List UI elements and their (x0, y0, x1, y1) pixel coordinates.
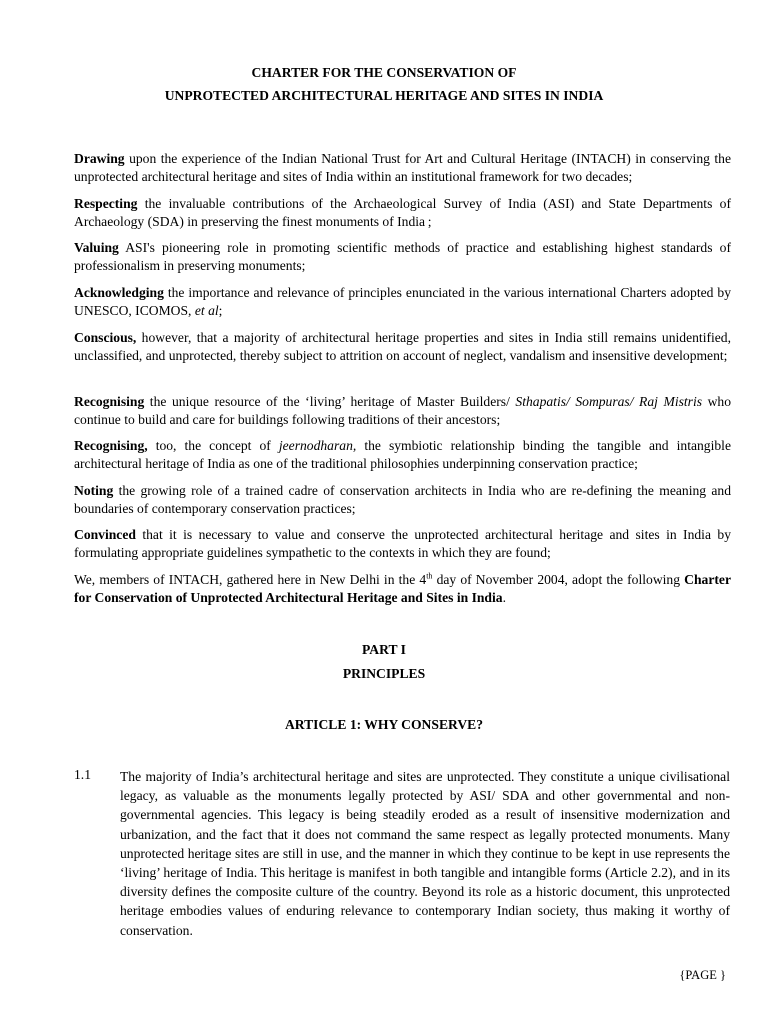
preamble-paragraph: Noting the growing role of a trained cadre of conservation architects in India who are re-defining the meaning and boundaries of contemporary conservation practices; (74, 483, 731, 516)
clause-number: 1.1 (74, 767, 91, 782)
clause-text: The majority of India’s architectural heritage and sites are unprotected. They constitute a unique civilisational legacy, as valuable as the monuments legally protected by ASI/ SDA and other governmental and non-governmental agencies. This legacy is being steadily eroded as a result of insensitive modernization and urbanization, and the fact that it does not command the same respect as legally protected monuments. Many unprotected heritage sites are still in use, and the manner in which they continue to be kept in use represents the ‘living’ heritage of India. This heritage is manifest in both tangible and intangible forms (Article 2.2), and in its diversity defines the composite culture of the country. Beyond its role as a historic document, this unprotected heritage embodies values of enduring relevance to contemporary Indian society, thus making it worthy of conservation. (120, 769, 730, 938)
preamble-paragraph: Recognising the unique resource of the ‘living’ heritage of Master Builders/ Sthapatis/ Sompuras/ Raj Mistris who continue to build and care for buildings following traditions of their ancestors; (74, 394, 731, 427)
part-heading: PART I (362, 642, 406, 657)
preamble-paragraph: Acknowledging the importance and relevance of principles enunciated in the various international Charters adopted by UNESCO, ICOMOS, et al; (74, 285, 731, 318)
document-title-line2: UNPROTECTED ARCHITECTURAL HERITAGE AND SITES IN INDIA (164, 88, 604, 103)
document-title-line1: CHARTER FOR THE CONSERVATION OF (251, 65, 517, 80)
preamble-paragraph: Recognising, too, the concept of jeernodharan, the symbiotic relationship binding the tangible and intangible architectural heritage of India as one of the traditional philosophies underpinning conservation practice; (74, 438, 731, 471)
page-field: {PAGE } (679, 968, 726, 982)
adoption-paragraph: We, members of INTACH, gathered here in New Delhi in the 4th day of November 2004, adopt the following Charter for Conservation of Unprotected Architectural Heritage and Sites in India. (74, 571, 731, 605)
preamble-paragraph: Respecting the invaluable contributions of the Archaeological Survey of India (ASI) and State Departments of Archaeology (SDA) in preserving the finest monuments of India ; (74, 196, 731, 229)
preamble-paragraph: Valuing ASI's pioneering role in promoting scientific methods of practice and establishing highest standards of professionalism in preserving monuments; (74, 240, 731, 273)
preamble-paragraph: Conscious, however, that a majority of architectural heritage properties and sites in India still remains unidentified, unclassified, and unprotected, thereby subject to attrition on account of neglect, vandalism and insensitive development; (74, 330, 731, 363)
preamble-paragraph: Convinced that it is necessary to value and conserve the unprotected architectural heritage and sites in India by formulating appropriate guidelines sympathetic to the contexts in which they are found; (74, 527, 731, 560)
principles-heading: PRINCIPLES (342, 666, 426, 681)
article-heading: ARTICLE 1: WHY CONSERVE? (284, 717, 484, 732)
preamble-paragraph: Drawing upon the experience of the Indian National Trust for Art and Cultural Heritage (INTACH) in conserving the unprotected architectural heritage and sites of India within an institutional framework for two decades; (74, 151, 731, 184)
